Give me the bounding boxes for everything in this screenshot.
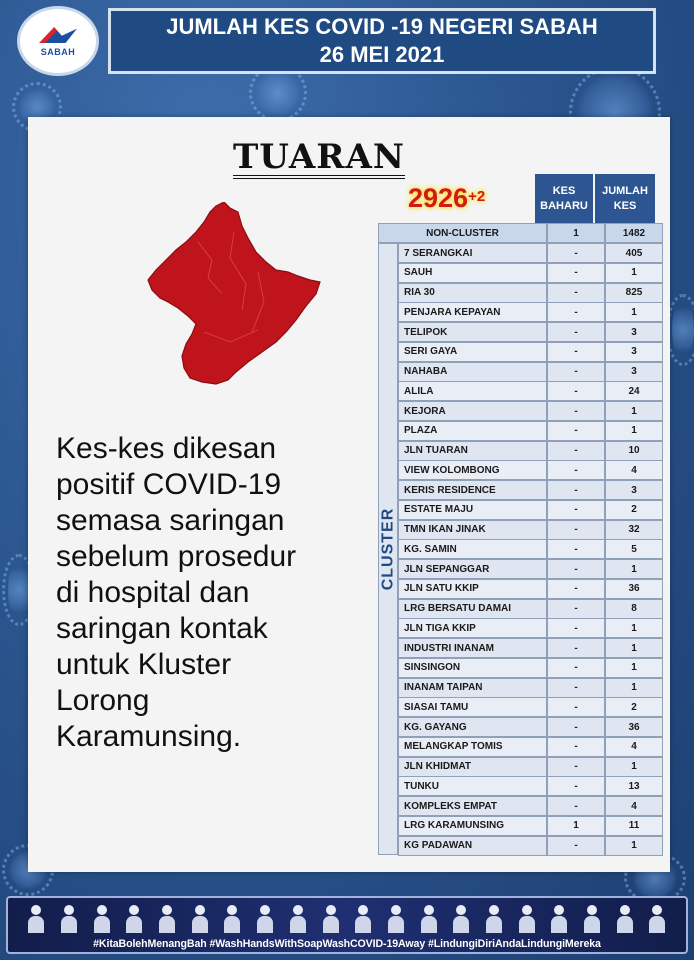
row-new-cases: - bbox=[547, 480, 605, 500]
frontliner-figures bbox=[8, 901, 686, 933]
description-line: sebelum prosedur bbox=[56, 540, 297, 573]
row-new-cases: - bbox=[547, 401, 605, 421]
row-name: SIASAI TAMU bbox=[398, 697, 547, 717]
row-name: KG PADAWAN bbox=[398, 836, 547, 856]
logo-text: SABAH bbox=[40, 47, 76, 57]
description-line: untuk Kluster bbox=[56, 648, 232, 681]
cluster-label: CLUSTER bbox=[379, 507, 396, 591]
row-new-cases: - bbox=[547, 302, 605, 322]
table-row bbox=[398, 697, 663, 717]
row-name: KEJORA bbox=[398, 401, 547, 421]
row-total-cases: 1482 bbox=[605, 223, 663, 243]
row-new-cases: - bbox=[547, 796, 605, 816]
total-increase: +2 bbox=[468, 188, 486, 205]
row-total-cases: 3 bbox=[605, 322, 663, 342]
row-new-cases: - bbox=[547, 460, 605, 480]
row-total-cases: 4 bbox=[605, 796, 663, 816]
frontliner-figure-icon bbox=[518, 905, 536, 933]
row-new-cases: - bbox=[547, 283, 605, 303]
page-title: JUMLAH KES COVID -19 NEGERI SABAH bbox=[166, 14, 598, 39]
row-name: TELIPOK bbox=[398, 322, 547, 342]
row-name: INDUSTRI INANAM bbox=[398, 638, 547, 658]
row-name: ESTATE MAJU bbox=[398, 500, 547, 520]
row-name: INANAM TAIPAN bbox=[398, 678, 547, 698]
row-total-cases: 10 bbox=[605, 441, 663, 461]
description-line: Kes-kes dikesan bbox=[56, 432, 277, 465]
row-total-cases: 4 bbox=[605, 460, 663, 480]
row-total-cases: 1 bbox=[605, 559, 663, 579]
row-new-cases: - bbox=[547, 599, 605, 619]
description-line: di hospital dan bbox=[56, 576, 250, 609]
row-new-cases: - bbox=[547, 539, 605, 559]
row-name: JLN KHIDMAT bbox=[398, 757, 547, 777]
frontliner-figure-icon bbox=[256, 905, 274, 933]
row-new-cases: - bbox=[547, 421, 605, 441]
row-total-cases: 1 bbox=[605, 678, 663, 698]
table-row bbox=[398, 283, 663, 303]
table-row bbox=[398, 342, 663, 362]
table-row bbox=[398, 658, 663, 678]
row-name: NON-CLUSTER bbox=[378, 223, 547, 243]
row-total-cases: 32 bbox=[605, 520, 663, 540]
table-row bbox=[398, 638, 663, 658]
table-row bbox=[398, 836, 663, 856]
frontliner-figure-icon bbox=[485, 905, 503, 933]
row-new-cases: 1 bbox=[547, 223, 605, 243]
table-row bbox=[398, 559, 663, 579]
row-new-cases: - bbox=[547, 658, 605, 678]
district-total bbox=[408, 183, 485, 214]
frontliner-figure-icon bbox=[354, 905, 372, 933]
row-name: MELANGKAP TOMIS bbox=[398, 737, 547, 757]
table-row bbox=[398, 243, 663, 263]
frontliner-figure-icon bbox=[583, 905, 601, 933]
row-total-cases: 825 bbox=[605, 283, 663, 303]
row-new-cases: - bbox=[547, 243, 605, 263]
row-name: TMN IKAN JINAK bbox=[398, 520, 547, 540]
row-new-cases: - bbox=[547, 520, 605, 540]
row-total-cases: 11 bbox=[605, 816, 663, 836]
row-new-cases: - bbox=[547, 757, 605, 777]
row-new-cases: - bbox=[547, 717, 605, 737]
table-row bbox=[398, 757, 663, 777]
col-header-new: KES BAHARU bbox=[535, 174, 593, 223]
logo-emblem-icon bbox=[35, 25, 81, 47]
row-name: JLN SATU KKIP bbox=[398, 579, 547, 599]
frontliner-figure-icon bbox=[223, 905, 241, 933]
cluster-label-column bbox=[378, 243, 398, 855]
row-total-cases: 13 bbox=[605, 776, 663, 796]
page-date: 26 MEI 2021 bbox=[319, 42, 445, 67]
row-total-cases: 1 bbox=[605, 263, 663, 283]
description-line: Lorong bbox=[56, 684, 150, 717]
row-new-cases: - bbox=[547, 381, 605, 401]
row-total-cases: 1 bbox=[605, 618, 663, 638]
row-new-cases: - bbox=[547, 678, 605, 698]
virus-decoration bbox=[8, 560, 30, 620]
table-row bbox=[398, 302, 663, 322]
table-row bbox=[398, 579, 663, 599]
sabah-logo bbox=[17, 6, 99, 76]
table-row bbox=[398, 776, 663, 796]
table-row-non-cluster bbox=[378, 223, 663, 243]
district-name: TUARAN bbox=[233, 137, 405, 177]
row-new-cases: - bbox=[547, 776, 605, 796]
table-row bbox=[398, 618, 663, 638]
row-new-cases: - bbox=[547, 836, 605, 856]
table-row bbox=[398, 381, 663, 401]
table-row bbox=[398, 678, 663, 698]
row-total-cases: 1 bbox=[605, 302, 663, 322]
row-total-cases: 1 bbox=[605, 836, 663, 856]
tuaran-map bbox=[138, 202, 338, 387]
frontliner-figure-icon bbox=[125, 905, 143, 933]
row-total-cases: 4 bbox=[605, 737, 663, 757]
virus-decoration bbox=[672, 300, 694, 360]
row-total-cases: 3 bbox=[605, 342, 663, 362]
col-header-total: JUMLAH KES bbox=[595, 174, 655, 223]
row-total-cases: 1 bbox=[605, 658, 663, 678]
row-name: TUNKU bbox=[398, 776, 547, 796]
table-row bbox=[398, 421, 663, 441]
row-name: 7 SERANGKAI bbox=[398, 243, 547, 263]
row-total-cases: 5 bbox=[605, 539, 663, 559]
row-total-cases: 3 bbox=[605, 480, 663, 500]
total-cases: 2926 bbox=[408, 183, 469, 213]
description-line: positif COVID-19 bbox=[56, 468, 282, 501]
table-row bbox=[398, 401, 663, 421]
row-total-cases: 2 bbox=[605, 697, 663, 717]
frontliner-figure-icon bbox=[550, 905, 568, 933]
row-total-cases: 405 bbox=[605, 243, 663, 263]
row-name: KG. GAYANG bbox=[398, 717, 547, 737]
description-line: Karamunsing. bbox=[56, 720, 242, 753]
row-name: RIA 30 bbox=[398, 283, 547, 303]
frontliner-figure-icon bbox=[322, 905, 340, 933]
row-total-cases: 1 bbox=[605, 757, 663, 777]
row-name: SERI GAYA bbox=[398, 342, 547, 362]
row-name: KG. SAMIN bbox=[398, 539, 547, 559]
row-total-cases: 3 bbox=[605, 362, 663, 382]
virus-decoration bbox=[255, 70, 301, 116]
frontliner-figure-icon bbox=[420, 905, 438, 933]
row-total-cases: 1 bbox=[605, 421, 663, 441]
row-new-cases: - bbox=[547, 441, 605, 461]
table-row bbox=[398, 737, 663, 757]
frontliner-figure-icon bbox=[387, 905, 405, 933]
row-name: PENJARA KEPAYAN bbox=[398, 302, 547, 322]
row-new-cases: - bbox=[547, 737, 605, 757]
row-name: KERIS RESIDENCE bbox=[398, 480, 547, 500]
row-new-cases: - bbox=[547, 618, 605, 638]
table-row bbox=[398, 500, 663, 520]
frontliner-figure-icon bbox=[60, 905, 78, 933]
frontliner-figure-icon bbox=[93, 905, 111, 933]
header-title-box bbox=[108, 8, 656, 74]
frontliner-figure-icon bbox=[27, 905, 45, 933]
row-total-cases: 36 bbox=[605, 579, 663, 599]
footer-banner bbox=[6, 896, 688, 954]
row-new-cases: 1 bbox=[547, 816, 605, 836]
row-new-cases: - bbox=[547, 697, 605, 717]
frontliner-figure-icon bbox=[289, 905, 307, 933]
row-name: VIEW KOLOMBONG bbox=[398, 460, 547, 480]
row-new-cases: - bbox=[547, 362, 605, 382]
table-row bbox=[398, 717, 663, 737]
table-row bbox=[398, 263, 663, 283]
table-row bbox=[398, 460, 663, 480]
row-total-cases: 8 bbox=[605, 599, 663, 619]
row-name: ALILA bbox=[398, 381, 547, 401]
row-name: JLN SEPANGGAR bbox=[398, 559, 547, 579]
table-row bbox=[398, 480, 663, 500]
table-row bbox=[398, 816, 663, 836]
row-name: KOMPLEKS EMPAT bbox=[398, 796, 547, 816]
row-total-cases: 24 bbox=[605, 381, 663, 401]
row-new-cases: - bbox=[547, 500, 605, 520]
row-total-cases: 1 bbox=[605, 638, 663, 658]
row-new-cases: - bbox=[547, 638, 605, 658]
frontliner-figure-icon bbox=[158, 905, 176, 933]
frontliner-figure-icon bbox=[191, 905, 209, 933]
row-new-cases: - bbox=[547, 559, 605, 579]
row-name: SAUH bbox=[398, 263, 547, 283]
row-name: PLAZA bbox=[398, 421, 547, 441]
row-name: LRG KARAMUNSING bbox=[398, 816, 547, 836]
table-row bbox=[398, 599, 663, 619]
footer-hashtags: #KitaBolehMenangBah #WashHandsWithSoapWashCOVID-19Away #LindungiDiriAndaLindungiMereka bbox=[93, 938, 601, 950]
description-line: semasa saringan bbox=[56, 504, 285, 537]
table-row bbox=[398, 322, 663, 342]
description-line: saringan kontak bbox=[56, 612, 268, 645]
table-row bbox=[398, 796, 663, 816]
row-total-cases: 36 bbox=[605, 717, 663, 737]
description-text bbox=[56, 431, 376, 755]
row-total-cases: 1 bbox=[605, 401, 663, 421]
row-new-cases: - bbox=[547, 342, 605, 362]
tuaran-map-shape bbox=[148, 202, 320, 384]
row-name: LRG BERSATU DAMAI bbox=[398, 599, 547, 619]
table-row bbox=[398, 539, 663, 559]
table-row bbox=[398, 441, 663, 461]
row-total-cases: 2 bbox=[605, 500, 663, 520]
row-name: JLN TIGA KKIP bbox=[398, 618, 547, 638]
row-new-cases: - bbox=[547, 579, 605, 599]
row-name: JLN TUARAN bbox=[398, 441, 547, 461]
table-row bbox=[398, 362, 663, 382]
table-row bbox=[398, 520, 663, 540]
row-name: SINSINGON bbox=[398, 658, 547, 678]
content-panel bbox=[28, 117, 670, 872]
row-new-cases: - bbox=[547, 263, 605, 283]
frontliner-figure-icon bbox=[616, 905, 634, 933]
row-new-cases: - bbox=[547, 322, 605, 342]
row-name: NAHABA bbox=[398, 362, 547, 382]
frontliner-figure-icon bbox=[648, 905, 666, 933]
frontliner-figure-icon bbox=[452, 905, 470, 933]
